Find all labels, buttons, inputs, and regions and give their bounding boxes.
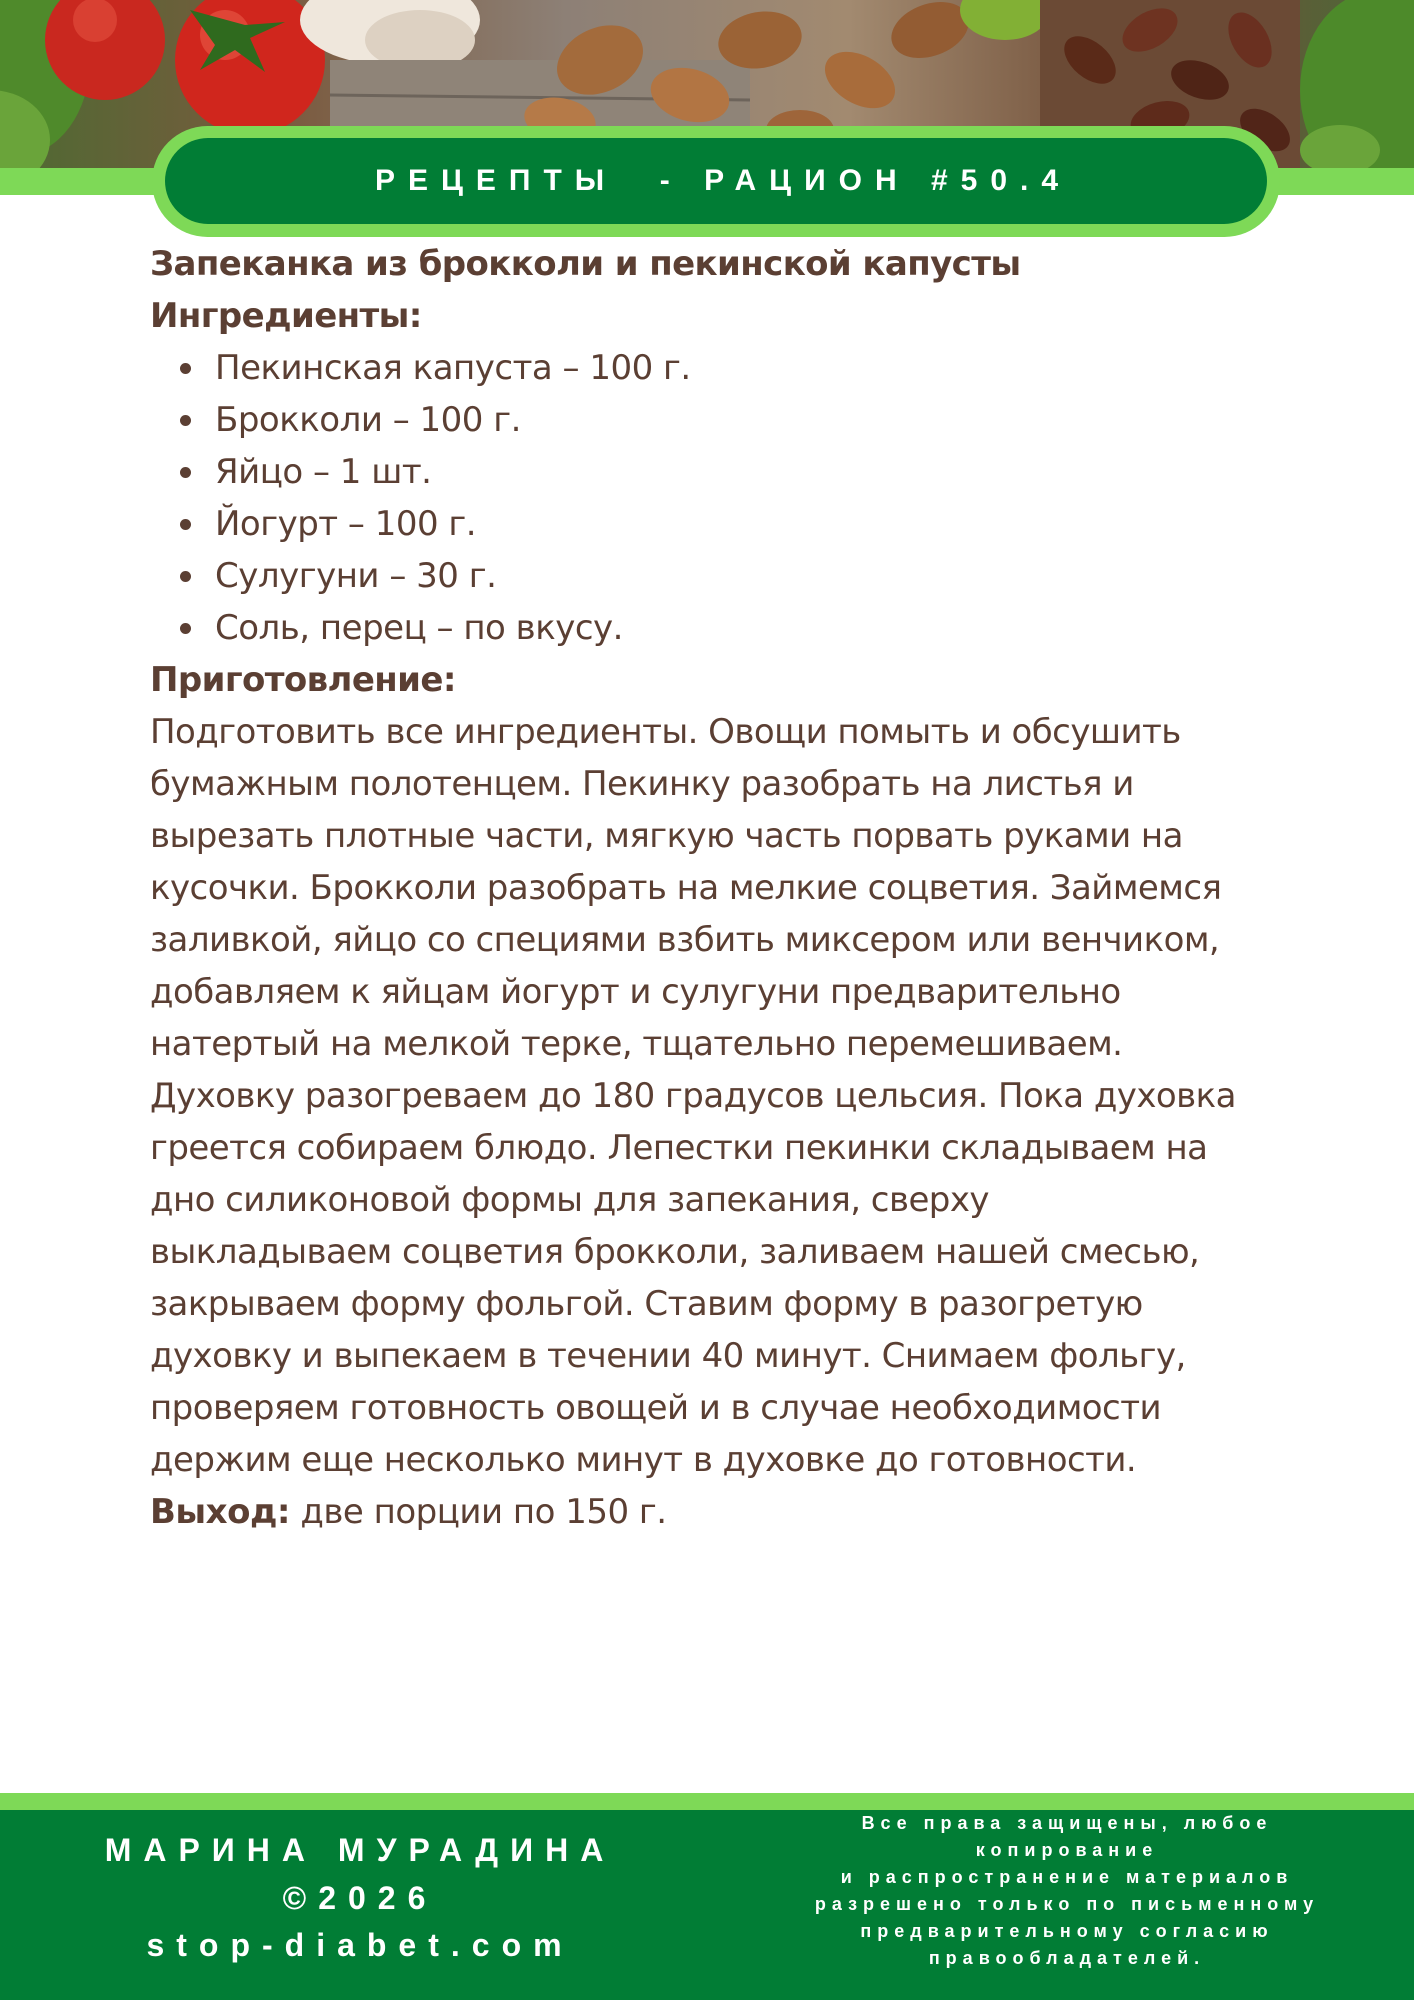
yield-label: Выход: <box>150 1492 291 1532</box>
copyright-year: ©2026 <box>282 1880 438 1916</box>
preparation-line: духовку и выпекаем в течении 40 минут. Снимаем фольгу, <box>150 1336 1186 1376</box>
preparation-line: натертый на мелкой терке, тщательно перемешиваем. <box>150 1024 1123 1064</box>
list-item <box>150 394 1290 446</box>
preparation-line: держим еще несколько минут в духовке до готовности. <box>150 1440 1137 1480</box>
ingredient-text: Соль, перец – по вкусу. <box>215 608 623 648</box>
notice-line: правообладателей. <box>928 1948 1206 1968</box>
preparation-line: вырезать плотные части, мягкую часть порвать руками на <box>150 816 1183 856</box>
ingredient-text: Сулугуни – 30 г. <box>215 556 497 596</box>
preparation-line: выкладываем соцветия брокколи, заливаем нашей смесью, <box>150 1232 1200 1272</box>
recipe-name: Запеканка из брокколи и пекинской капусты <box>150 244 1021 284</box>
copyright-notice <box>720 1810 1414 1972</box>
ingredient-text: Йогурт – 100 г. <box>215 504 477 544</box>
preparation-line: заливкой, яйцо со специями взбить миксером или венчиком, <box>150 920 1220 960</box>
bullet-icon <box>180 415 191 426</box>
preparation-line: дно силиконовой формы для запекания, сверху <box>150 1180 989 1220</box>
page-title: РЕЦЕПТЫ - РАЦИОН #50.4 <box>374 164 1072 197</box>
notice-line: и распространение материалов <box>840 1867 1294 1887</box>
notice-line: разрешено только по письменному <box>814 1894 1320 1914</box>
bullet-icon <box>180 623 191 634</box>
preparation-line: закрываем форму фольгой. Ставим форму в разогретую <box>150 1284 1143 1324</box>
footer <box>0 1810 1414 2000</box>
yield-line <box>150 1486 1290 1538</box>
preparation-line: Подготовить все ингредиенты. Овощи помыть и обсушить <box>150 712 1181 752</box>
preparation-line: проверяем готовность овощей и в случае необходимости <box>150 1388 1161 1428</box>
notice-line: Все права защищены, любое <box>861 1813 1273 1833</box>
author-name: МАРИНА МУРАДИНА <box>104 1832 616 1868</box>
recipe-content <box>150 238 1290 1538</box>
preparation-line: Духовку разогреваем до 180 градусов цельсия. Пока духовка <box>150 1076 1236 1116</box>
list-item <box>150 498 1290 550</box>
title-pill <box>165 138 1267 224</box>
website-link: stop-diabet.com <box>146 1927 574 1963</box>
preparation-text <box>150 706 1290 1486</box>
ingredients-list <box>150 342 1290 654</box>
preparation-line: греется собираем блюдо. Лепестки пекинки складываем на <box>150 1128 1208 1168</box>
list-item <box>150 550 1290 602</box>
ingredient-text: Пекинская капуста – 100 г. <box>215 348 691 388</box>
preparation-line: кусочки. Брокколи разобрать на мелкие соцветия. Займемся <box>150 868 1222 908</box>
list-item <box>150 342 1290 394</box>
bullet-icon <box>180 519 191 530</box>
notice-line: предварительному согласию <box>860 1921 1274 1941</box>
bullet-icon <box>180 363 191 374</box>
bullet-icon <box>180 571 191 582</box>
list-item <box>150 602 1290 654</box>
ingredients-heading: Ингредиенты: <box>150 296 422 336</box>
yield-value: две порции по 150 г. <box>290 1492 667 1532</box>
preparation-line: добавляем к яйцам йогурт и сулугуни предварительно <box>150 972 1121 1012</box>
list-item <box>150 446 1290 498</box>
footer-author-block <box>0 1810 720 2000</box>
preparation-heading: Приготовление: <box>150 660 456 700</box>
ingredient-text: Брокколи – 100 г. <box>215 400 521 440</box>
footer-accent-stripe <box>0 1793 1414 1811</box>
preparation-line: бумажным полотенцем. Пекинку разобрать на листья и <box>150 764 1134 804</box>
bullet-icon <box>180 467 191 478</box>
ingredient-text: Яйцо – 1 шт. <box>215 452 432 492</box>
notice-line: копирование <box>975 1840 1159 1860</box>
